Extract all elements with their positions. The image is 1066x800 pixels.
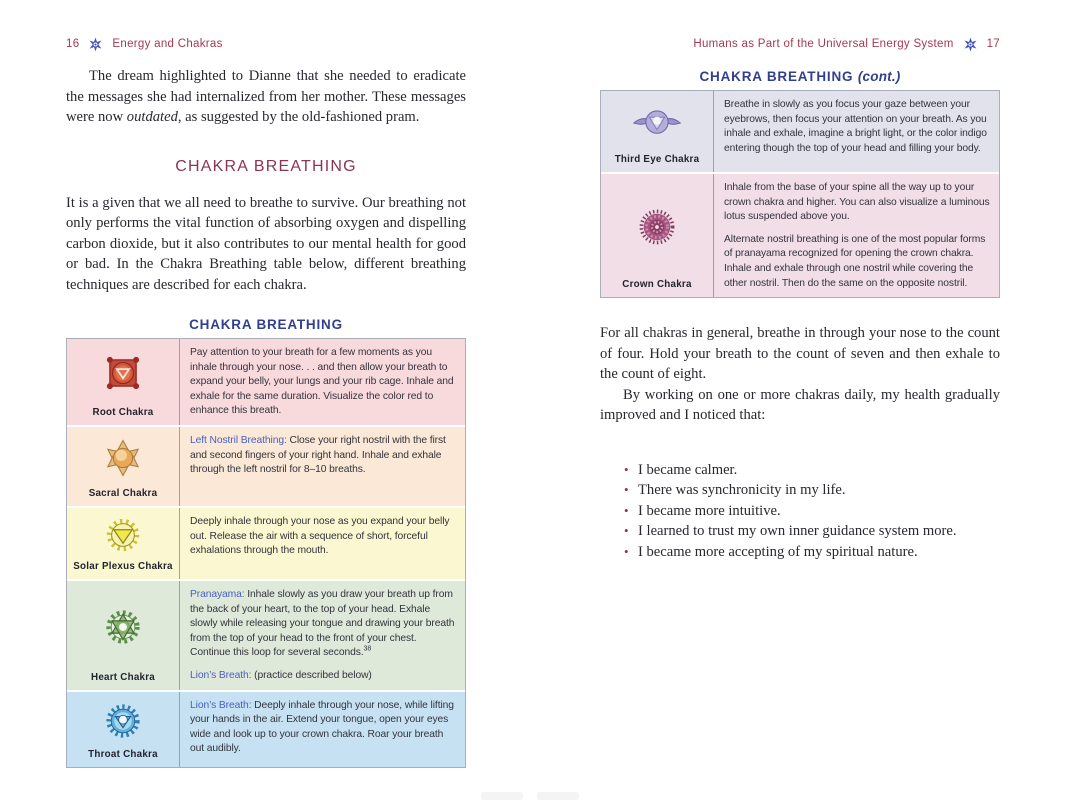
- right-running-head: [600, 36, 1000, 52]
- chakra-star-icon: [963, 37, 978, 52]
- body-paragraph: It is a given that we all need to breathe to survive. Our breathing not only performs the vital function of absorbing oxygen and dispelling carbon dioxide, but it also contributes to our mental health for good or bad. In the Chakra Breathing table below, different breathing techniques are described for each chakra.: [66, 194, 466, 293]
- heart-chakra-cell: [67, 581, 180, 690]
- benefits-list: [600, 460, 1000, 563]
- intro-text: The dream highlighted to Dianne that she needed to eradicate the messages she had internalized from her mother. These messages were now: [66, 68, 466, 125]
- footnote-reference: 38: [363, 645, 372, 653]
- chakra-name-label: Solar Plexus Chakra: [73, 560, 173, 572]
- sacral-chakra-description: [180, 427, 465, 506]
- list-item: • I became more intuitive.: [624, 501, 1000, 522]
- left-page-number: 16: [66, 38, 80, 50]
- intro-italic-word: outdated: [126, 109, 178, 125]
- benefits-intro-paragraph: By working on one or more chakras daily, my health gradually improved and I noticed that:: [600, 386, 1000, 424]
- section-heading: CHAKRA BREATHING: [175, 157, 357, 175]
- crown-chakra-cell: [601, 174, 714, 297]
- intro-paragraph: [66, 66, 466, 128]
- table-row-throat-chakra: [67, 692, 465, 767]
- intro-text-after: , as suggested by the old-fashioned pram.: [177, 109, 420, 125]
- table-row-sacral-chakra: [67, 427, 465, 508]
- table-row-root-chakra: [67, 339, 465, 427]
- breathing-technique-term: Pranayama:: [190, 588, 245, 600]
- row-description: Alternate nostril breathing is one of the most popular forms of pranayama recognized for opening the crown chakra. Inhale and exhale through one nostril while covering the other nostril. Then do the same on the opposite nostril.: [724, 233, 986, 289]
- row-description: Deeply inhale through your nose, while lifting your hands in the air. Extend your tongue, open your eyes wide and look up to your crown chakra. Roar your breath out audibly.: [190, 699, 454, 755]
- root-chakra-icon: [102, 352, 144, 394]
- throat-chakra-cell: [67, 692, 180, 767]
- table-row-third-eye-chakra: [601, 91, 999, 174]
- chakra-name-label: Throat Chakra: [88, 748, 158, 760]
- throat-chakra-description: [180, 692, 465, 767]
- row-description: Breathe in slowly as you focus your gaze between your eyebrows, then focus your attention on your breath. As you inhale and exhale, imagine a bright light, or the color indigo entering though the top of your head and filling your body.: [724, 99, 987, 154]
- chakra-breathing-table-cont: [600, 90, 1000, 298]
- table-row-heart-chakra: [67, 581, 465, 692]
- solar-plexus-chakra-description: [180, 508, 465, 579]
- chakra-name-label: Root Chakra: [92, 406, 154, 418]
- third-eye-chakra-cell: [601, 91, 714, 172]
- row-description: Close your right nostril with the first and second fingers of your right hand. Inhale and exhale through the left nostril for 8–10 breaths.: [190, 434, 446, 476]
- root-chakra-description: [180, 339, 465, 425]
- heart-chakra-description: [180, 581, 465, 690]
- chakra-star-icon: [88, 37, 103, 52]
- crown-chakra-description: [714, 174, 999, 297]
- list-item: • I learned to trust my own inner guidance system more.: [624, 521, 1000, 542]
- throat-chakra-icon: [102, 700, 144, 742]
- solar-plexus-chakra-icon: [102, 514, 144, 556]
- left-running-title: Energy and Chakras: [112, 38, 223, 50]
- breathing-technique-term: Left Nostril Breathing:: [190, 434, 287, 446]
- breathing-technique-term: Lion’s Breath:: [190, 669, 252, 681]
- page-bottom-artifact: [481, 792, 579, 800]
- right-page: [600, 36, 1000, 563]
- table-row-solar-plexus-chakra: [67, 508, 465, 581]
- crown-chakra-icon: [635, 205, 679, 249]
- table-title-cont: (cont.): [857, 69, 901, 84]
- root-chakra-cell: [67, 339, 180, 425]
- row-description: (practice described below): [251, 669, 372, 681]
- chakra-name-label: Crown Chakra: [622, 279, 692, 291]
- chakra-breathing-table: [66, 338, 466, 768]
- row-description: Inhale slowly as you draw your breath up from the back of your heart, to the top of your head. Exhale slowly while releasing your tongue and drawing your breath from the top of your head to the front of your chest. Continue this loop for several seconds.: [190, 588, 455, 659]
- list-item: • I became calmer.: [624, 460, 1000, 481]
- third-eye-chakra-description: [714, 91, 999, 172]
- solar-plexus-chakra-cell: [67, 508, 180, 579]
- sacral-chakra-icon: [102, 437, 144, 479]
- row-description: Pay attention to your breath for a few moments as you inhale through your nose. . . and then allow your breath to expand your belly, your lungs and your rib cage. Inhale and exhale for the same duration. Visualize the color red to enhance this breath.: [190, 347, 454, 417]
- row-description: Deeply inhale through your nose as you expand your belly out. Release the air with a sequence of short, forceful exhalations through the mouth.: [190, 515, 450, 557]
- sacral-chakra-cell: [67, 427, 180, 506]
- right-page-number: 17: [986, 38, 1000, 50]
- chakra-name-label: Heart Chakra: [91, 671, 155, 683]
- right-table-title: [600, 69, 1000, 84]
- chakra-general-paragraph: For all chakras in general, breathe in through your nose to the count of four. Hold your breath to the count of seven and then exhale to the count of eight.: [600, 325, 1000, 383]
- chakra-name-label: Third Eye Chakra: [614, 154, 700, 165]
- heart-chakra-icon: [102, 606, 144, 648]
- left-table-title: CHAKRA BREATHING: [189, 317, 343, 332]
- table-title-text: CHAKRA BREATHING: [699, 69, 858, 84]
- list-item: • There was synchronicity in my life.: [624, 480, 1000, 501]
- left-page: [66, 36, 466, 768]
- chakra-name-label: Sacral Chakra: [88, 487, 158, 499]
- left-running-head: [66, 36, 466, 52]
- breathing-technique-term: Lion’s Breath:: [190, 699, 252, 711]
- right-running-title: Humans as Part of the Universal Energy System: [693, 38, 954, 50]
- third-eye-chakra-icon: [632, 105, 682, 141]
- row-description: Inhale from the base of your spine all the way up to your crown chakra and higher. You can also visualize a luminous lotus suspended above you.: [724, 182, 990, 223]
- list-item: • I became more accepting of my spiritual nature.: [624, 542, 1000, 563]
- table-row-crown-chakra: [601, 174, 999, 297]
